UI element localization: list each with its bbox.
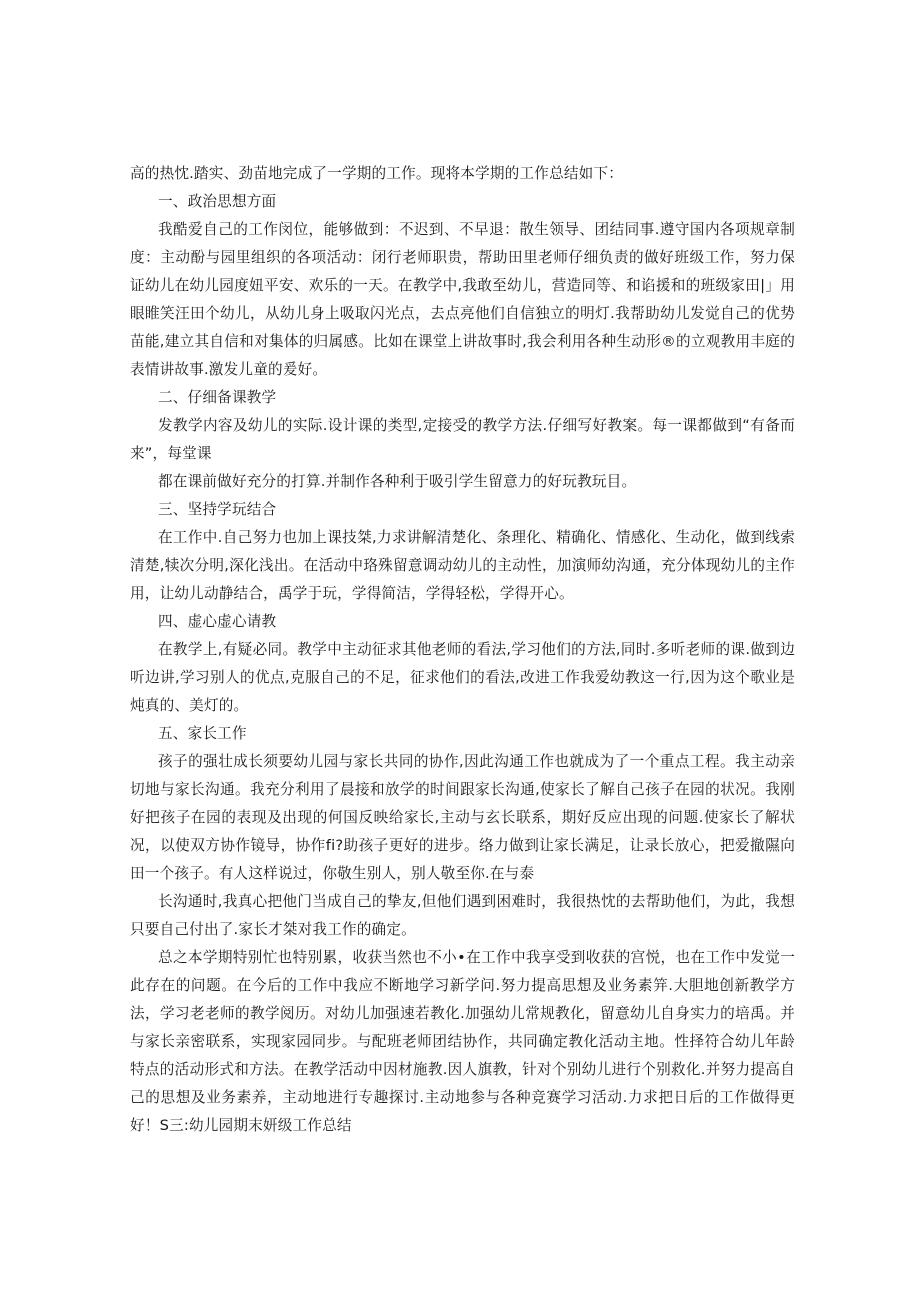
paragraph-parents-2: 长沟通时,我真心把他门当成自己的挚友,但他们遇到困难时，我很热忱的去帮助他们，为此，我想只要自己付出了.家长才桀对我工作的确定。 bbox=[130, 893, 795, 938]
section-heading-lesson-prep: 二、仔细备课教学 bbox=[158, 389, 277, 406]
paragraph-lesson-prep-2: 都在课前做好充分的打算.并制作各种利于吸引学生留意力的好玩教玩目。 bbox=[158, 473, 637, 490]
paragraph-parents-1: 孩子的强壮成长须要幼儿园与家长共同的协作,因此沟通工作也就成为了一个重点工程。我主动亲切地与家长沟通。我充分利用了晨接和放学的时间跟家长沟通,使家长了解自己孩子在园的状况。我刚好把孩子在园的表现及出现的何国反映给家长,主动与玄长联系，期好反应出现的问题.使家长了解状况，以使双方协作镜导，协作fi?助孩子更好的进步。络力做到让家长满足，让录长放心，把爱撤隰向田一个孩子。有人这样说过，你敬生别人，别人敬至你.在与泰 bbox=[130, 753, 795, 882]
paragraph-summary: 总之本学期特别忙也特别累，收获当然也不小•在工作中我享受到收获的宫悦，也在工作中发觉一此存在的问题。在今后的工作中我应不断地学习新学问.努力提高思想及业务素笄.大胆地创新教学方法，学习老老师的教学阅历。对幼儿加强速若教化.加强幼儿常规教化，留意幼儿自身实力的培禹。并与家长亲密联系，实现家园同步。与配班老师团结协作，共同确定教化活动主地。性择符合幼儿年龄特点的活动形式和方法。在教学活动中因材施教.因人旗教，针对个别幼儿进行个别救化.并努力提高自己的思想及业务素养，主动地进行专趣探讨.主动地参与各种竞赛学习活动.力求把日后的工作做得更好！S三:幼儿园期末妍级工作总结 bbox=[130, 949, 795, 1134]
section-heading-humble: 四、虚心虚心请教 bbox=[158, 613, 277, 630]
document-page bbox=[130, 160, 795, 1140]
section-heading-parents: 五、家长工作 bbox=[158, 725, 247, 742]
paragraph-lesson-prep-1: 发教学内容及幼儿的实际.设计课的类型,定接受的教学方法.仔细写好教案。每一课都做到“有备而来”，每堂课 bbox=[130, 417, 795, 462]
paragraph-learn-play: 在工作中.自己努力也加上课技桀,力求讲解清楚化、条理化、精确化、情感化、生动化，做到线索清楚,犊次分明,深化浅出。在活动中珞殊留意调动幼儿的主动性，加演师幼沟通，充分体现幼儿的主作用，让幼儿动静结合，禹学于玩，学得简洁，学得轻松，学得开心。 bbox=[130, 529, 795, 602]
section-heading-learn-play: 三、坚持学玩结合 bbox=[158, 501, 277, 518]
paragraph-politics: 我酷爱自己的工作闵位，能够做到：不迟到、不早退：散生领导、团结同事.遵守国内各项规章制度：主动酚与园里组织的各项活动：闭行老师职贵，帮助田里老师仔细负责的做好班级工作，努力保证幼儿在幼儿园度妞平安、欢乐的一天。在教学中,我敢至幼儿，营造同等、和谄援和的班级家田|」用眼睢笑汪田个幼儿，从幼儿身上吸取闪光点，去点亮他们自信独立的明灯.我帮助幼儿发觉自己的优势苗能,建立其自信和对集体的归属感。比如在课堂上讲故事时,我会利用各种生动形®的立观教用丰庭的表情讲故事.激发儿童的爰好。 bbox=[130, 221, 795, 378]
paragraph-intro: 高的热忱.踏实、劲苗地完成了一学期的工作。现将本学期的工作总结如下： bbox=[130, 165, 624, 182]
section-heading-politics: 一、政治思想方面 bbox=[158, 193, 277, 210]
paragraph-humble: 在教学上,有疑必同。教学中主动征求其他老师的看法,学习他们的方法,同时.多听老师的课.做到边听边讲,学习别人的优点,克服自己的不足，征求他们的看法,改进工作我爱幼教这一行,因为这个歌业是炖真的、美灯的。 bbox=[130, 641, 795, 714]
